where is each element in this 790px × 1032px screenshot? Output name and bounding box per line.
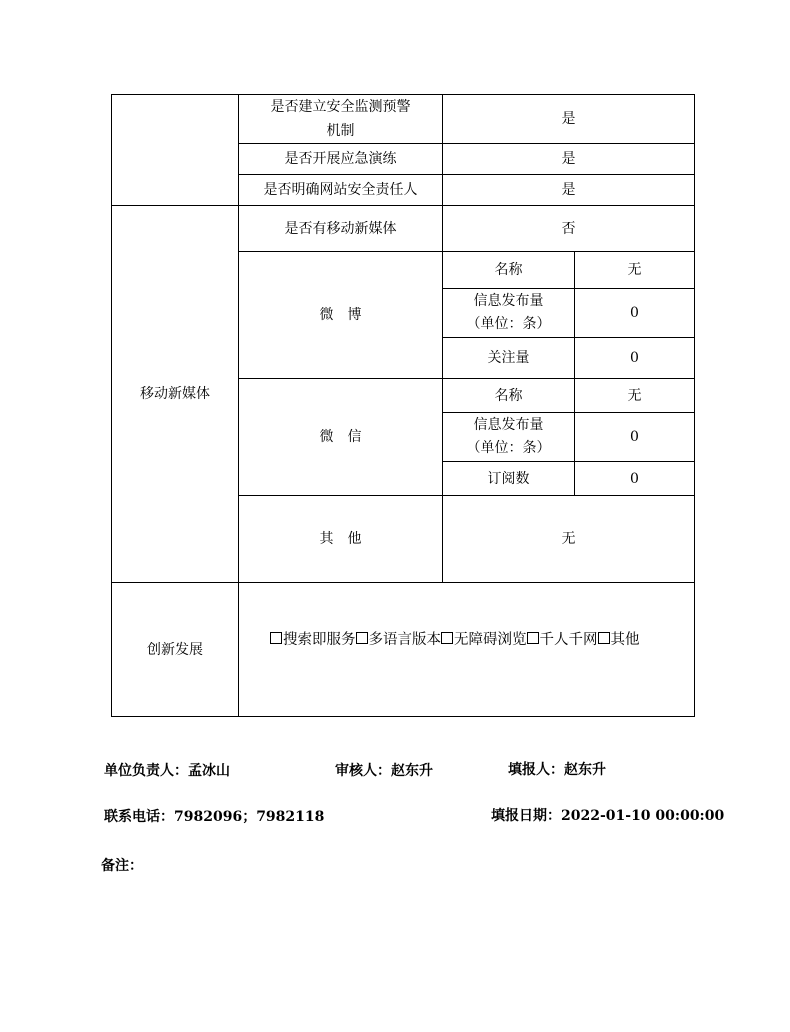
checkbox-icon[interactable] (441, 632, 453, 644)
option-label: 无障碍浏览 (454, 631, 527, 648)
reviewer: 审核人：赵东升 (335, 763, 433, 779)
weibo-posts-key-line1: 信息发布量 (473, 293, 544, 309)
mobile-section-label: 移动新媒体 (140, 386, 210, 402)
has-mobile-value: 否 (561, 220, 576, 237)
weibo-name-value: 无 (627, 262, 642, 278)
checkbox-icon[interactable] (356, 632, 368, 644)
weixin-label: 微 信 (319, 429, 362, 445)
option-label: 搜索即服务 (283, 631, 356, 648)
monitoring-label-line1: 是否建立安全监测预警 (270, 99, 411, 115)
contact-phone: 联系电话：7982096；7982118 (104, 809, 325, 825)
option-multilanguage[interactable] (356, 628, 442, 649)
option-accessibility[interactable] (441, 628, 527, 649)
checkbox-icon[interactable] (598, 632, 610, 644)
weixin-posts-value: 0 (630, 429, 639, 445)
weibo-name-key: 名称 (494, 262, 523, 278)
remark: 备注： (101, 858, 143, 874)
checkbox-icon[interactable] (270, 632, 282, 644)
option-label: 多语言版本 (368, 631, 441, 648)
option-search-service[interactable] (270, 628, 356, 649)
weixin-posts-key (443, 413, 574, 461)
weibo-followers-value: 0 (630, 350, 639, 366)
weibo-posts-value: 0 (630, 305, 639, 321)
responsible-value: 是 (561, 182, 576, 198)
filler: 填报人：赵东升 (508, 762, 606, 778)
weibo-followers-key: 关注量 (487, 350, 530, 366)
drill-value: 是 (561, 151, 576, 167)
other-label: 其 他 (319, 531, 362, 547)
drill-label: 是否开展应急演练 (284, 151, 397, 167)
unit-head: 单位负责人：孟冰山 (104, 763, 230, 779)
has-mobile-label: 是否有移动新媒体 (284, 220, 397, 237)
checkbox-icon[interactable] (527, 632, 539, 644)
innovation-options (270, 627, 640, 649)
report-date: 填报日期：2022-01-10 00:00:00 (491, 808, 725, 824)
weixin-name-key: 名称 (494, 387, 523, 404)
option-label: 其他 (610, 631, 640, 648)
monitoring-label-line2: 机制 (326, 123, 355, 139)
weixin-posts-key-line2: （单位：条） (466, 440, 551, 456)
weixin-subscribers-key: 订阅数 (487, 470, 530, 487)
weibo-label: 微 博 (319, 307, 362, 323)
weixin-posts-key-line1: 信息发布量 (473, 417, 544, 433)
option-personalized[interactable] (527, 628, 598, 649)
other-value: 无 (561, 531, 576, 547)
weibo-posts-key (443, 289, 574, 337)
responsible-label: 是否明确网站安全责任人 (263, 182, 418, 198)
innovation-label: 创新发展 (147, 641, 203, 658)
option-other[interactable] (598, 628, 640, 649)
monitoring-label (239, 95, 442, 143)
weixin-subscribers-value: 0 (630, 470, 639, 487)
option-label: 千人千网 (539, 631, 598, 648)
monitoring-value: 是 (561, 111, 576, 127)
weibo-posts-key-line2: （单位：条） (466, 316, 551, 332)
weixin-name-value: 无 (627, 387, 642, 404)
